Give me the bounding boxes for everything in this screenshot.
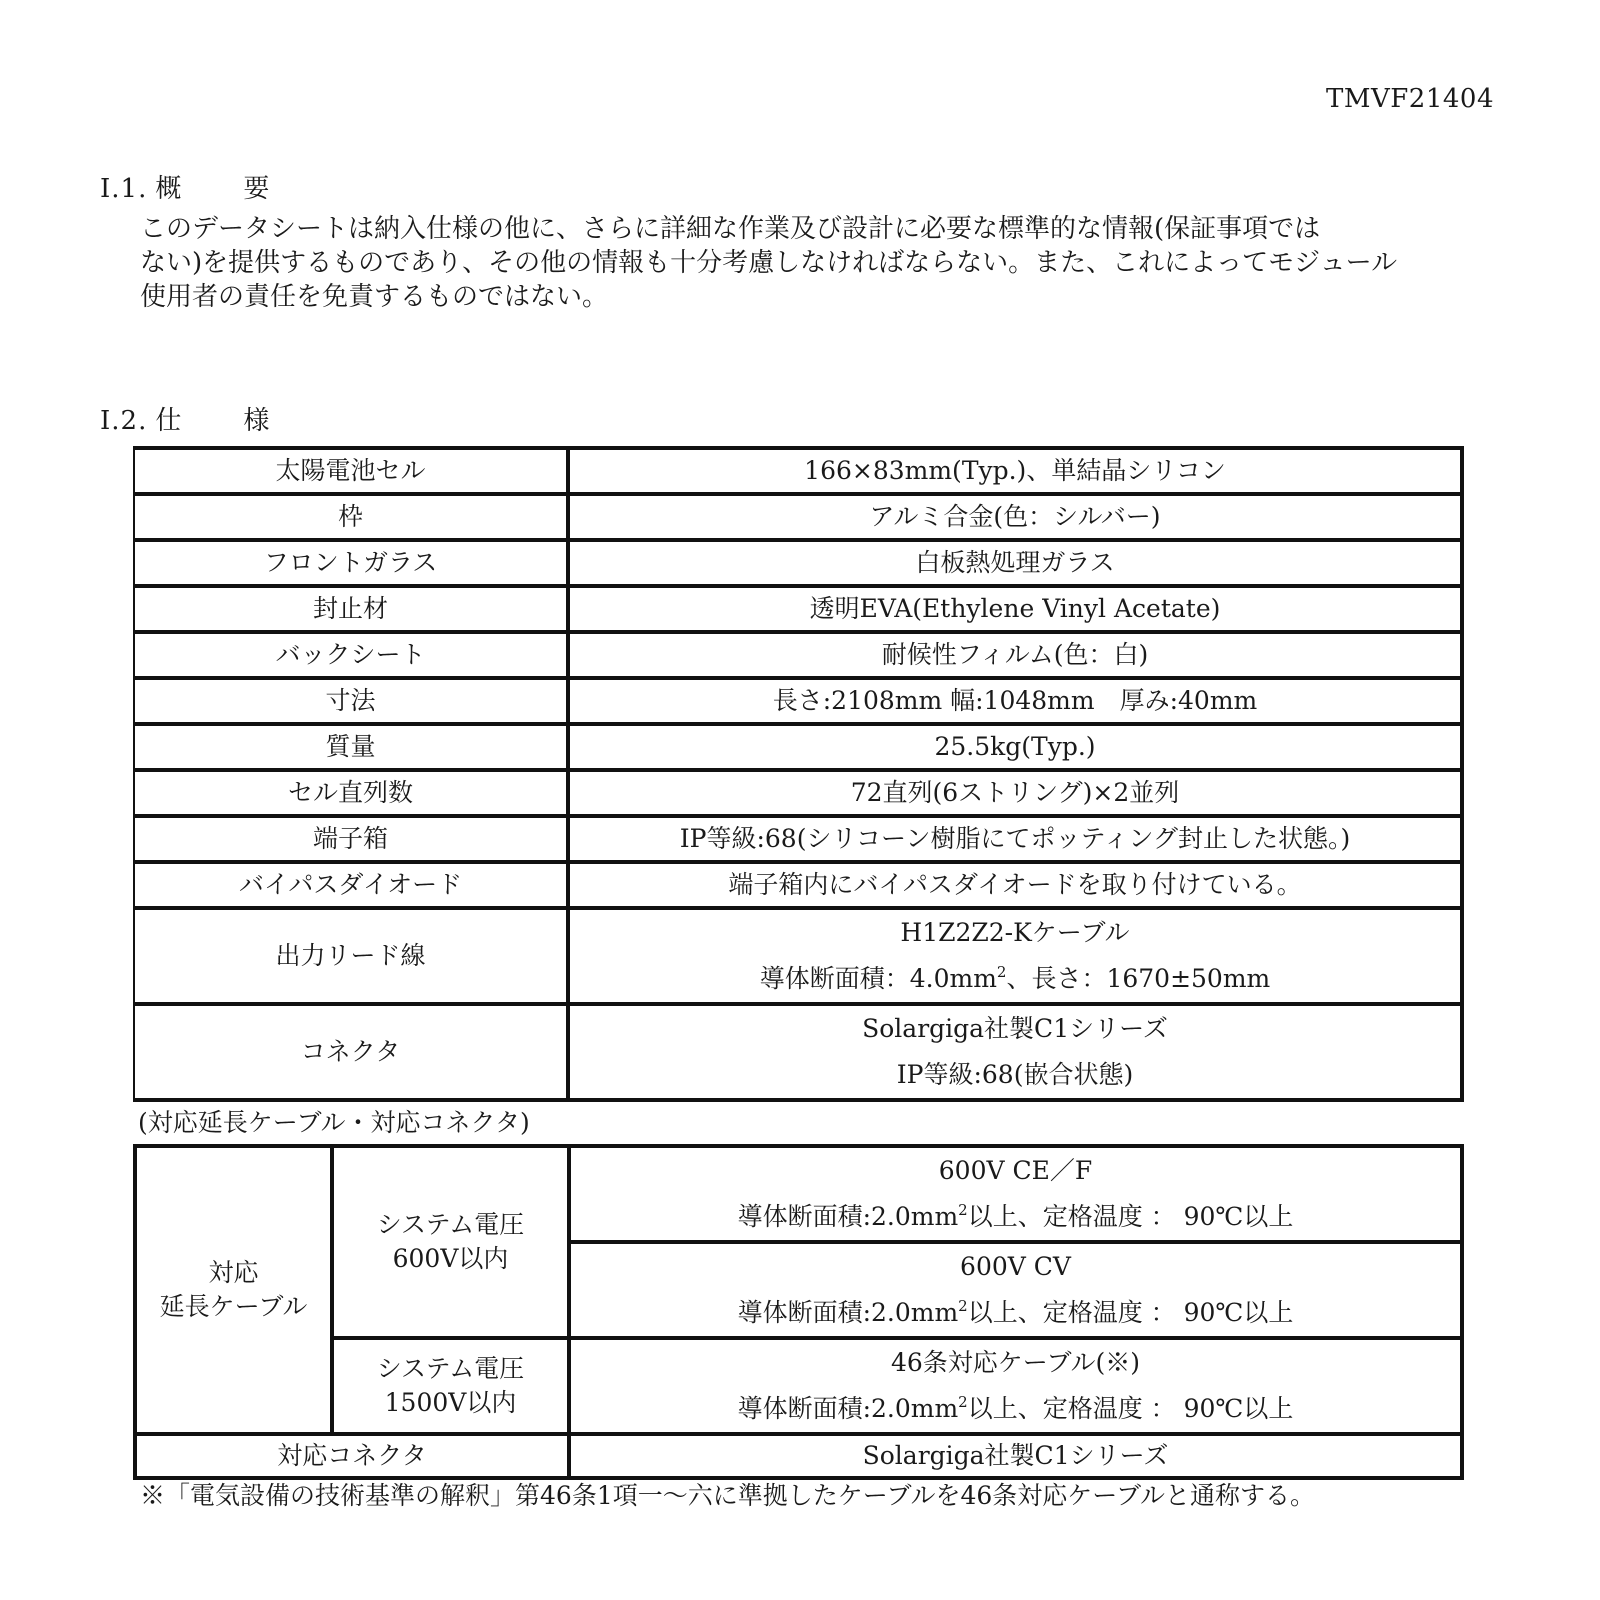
table-row <box>134 448 1462 494</box>
overview-line: 使用者の責任を免責するものではない。 <box>140 282 609 312</box>
cable-area: 導体断面積:2.0mm <box>737 1394 959 1423</box>
cable-name: 46条対応ケーブル(※) <box>890 1348 1141 1377</box>
spec-value: 透明EVA(Ethylene Vinyl Acetate) <box>568 586 1462 632</box>
table-row <box>134 770 1462 816</box>
group-label-line: 対応 <box>208 1258 259 1287</box>
spec-label: セル直列数 <box>134 770 568 816</box>
voltage-600-label <box>332 1146 569 1338</box>
specification-table <box>133 446 1464 1102</box>
voltage-label-line: システム電圧 <box>376 1354 525 1383</box>
spec-value <box>568 1004 1462 1100</box>
overview-line: このデータシートは納入仕様の他に、さらに詳細な作業及び設計に必要な標準的な情報(保証事項では <box>140 214 1321 244</box>
cable-spec <box>571 1386 1460 1432</box>
group-label-line: 延長ケーブル <box>159 1292 308 1321</box>
spec-label: 出力リード線 <box>134 908 568 1004</box>
cable-rating: 以上、定格温度 ： 90℃以上 <box>967 1202 1294 1231</box>
lead-wire-area: 導体断面積：4.0mm <box>759 964 997 993</box>
table-row <box>135 1434 1462 1478</box>
voltage-label-line: 1500V以内 <box>384 1388 517 1417</box>
extension-caption: (対応延長ケーブル・対応コネクタ) <box>138 1108 530 1137</box>
spec-value: 耐候性フィルム(色：白) <box>568 632 1462 678</box>
spec-value: IP等級:68(シリコーン樹脂にてポッティング封止した状態。) <box>568 816 1462 862</box>
table-row <box>134 816 1462 862</box>
cable-spec <box>571 1194 1460 1240</box>
spec-value <box>568 908 1462 1004</box>
table-row <box>135 1146 1462 1242</box>
section-number: Ⅰ.1. <box>100 174 148 204</box>
superscript: 2 <box>958 1201 968 1219</box>
spec-value: 端子箱内にバイパスダイオードを取り付けている。 <box>568 862 1462 908</box>
overview-paragraph <box>140 212 1460 314</box>
spec-value: 25.5kg(Typ.) <box>568 724 1462 770</box>
spec-label: 端子箱 <box>134 816 568 862</box>
cable-spec-cell <box>569 1338 1462 1434</box>
spec-label: 封止材 <box>134 586 568 632</box>
spec-value: アルミ合金(色：シルバー) <box>568 494 1462 540</box>
extension-cable-group-label <box>135 1146 332 1434</box>
spec-label: 寸法 <box>134 678 568 724</box>
spec-value: 72直列(6ストリング)×2並列 <box>568 770 1462 816</box>
superscript: 2 <box>958 1393 968 1411</box>
table-row <box>134 862 1462 908</box>
superscript: 2 <box>996 963 1007 981</box>
spec-value: 白板熱処理ガラス <box>568 540 1462 586</box>
spec-value: 長さ:2108mm 幅:1048mm 厚み:40mm <box>568 678 1462 724</box>
spec-label: コネクタ <box>134 1004 568 1100</box>
cable-spec <box>571 1290 1460 1336</box>
table-row <box>134 632 1462 678</box>
table-row <box>134 678 1462 724</box>
extension-cable-table <box>133 1144 1464 1480</box>
cable-area: 導体断面積:2.0mm <box>737 1298 959 1327</box>
overview-line: ない)を提供するものであり、その他の情報も十分考慮しなければならない。また、これによってモジュール <box>140 248 1398 278</box>
spec-label: 太陽電池セル <box>134 448 568 494</box>
spec-value: 166×83mm(Typ.)、単結晶シリコン <box>568 448 1462 494</box>
footnote: ※「電気設備の技術基準の解釈」第46条1項一～六に準拠したケーブルを46条対応ケーブルと通称する。 <box>140 1481 1316 1510</box>
cable-spec-cell <box>569 1242 1462 1338</box>
table-row <box>135 1338 1462 1434</box>
section-number: Ⅰ.2. <box>100 406 148 436</box>
lead-wire-length: 、長さ：1670±50mm <box>1006 964 1271 993</box>
section-heading-overview <box>100 168 287 205</box>
table-row <box>134 908 1462 1004</box>
table-row <box>134 540 1462 586</box>
cable-name: 600V CV <box>960 1252 1071 1281</box>
lead-wire-spec <box>570 956 1460 1002</box>
spec-label: バイパスダイオード <box>134 862 568 908</box>
section-title: 仕 様 <box>155 406 288 436</box>
section-title: 概 要 <box>155 174 288 204</box>
voltage-label-line: システム電圧 <box>376 1210 525 1239</box>
compatible-connector-value: Solargiga社製C1シリーズ <box>569 1434 1462 1478</box>
cable-area: 導体断面積:2.0mm <box>737 1202 959 1231</box>
cable-name: 600V CE／F <box>938 1156 1093 1185</box>
cable-rating: 以上、定格温度 ： 90℃以上 <box>967 1394 1294 1423</box>
compatible-connector-label: 対応コネクタ <box>135 1434 569 1478</box>
voltage-1500-label <box>332 1338 569 1434</box>
connector-ip-rating: IP等級:68(嵌合状態) <box>896 1060 1134 1089</box>
table-row <box>134 494 1462 540</box>
spec-label: フロントガラス <box>134 540 568 586</box>
lead-wire-type: H1Z2Z2-Kケーブル <box>900 918 1130 947</box>
table-row <box>134 724 1462 770</box>
superscript: 2 <box>958 1297 968 1315</box>
section-heading-specifications <box>100 400 287 437</box>
spec-label: バックシート <box>134 632 568 678</box>
table-row <box>134 1004 1462 1100</box>
cable-rating: 以上、定格温度 ： 90℃以上 <box>967 1298 1294 1327</box>
table-row <box>134 586 1462 632</box>
spec-label: 枠 <box>134 494 568 540</box>
document-id: TMVF21404 <box>1326 84 1494 114</box>
spec-label: 質量 <box>134 724 568 770</box>
voltage-label-line: 600V以内 <box>392 1244 509 1273</box>
cable-spec-cell <box>569 1146 1462 1242</box>
connector-model: Solargiga社製C1シリーズ <box>862 1014 1168 1043</box>
